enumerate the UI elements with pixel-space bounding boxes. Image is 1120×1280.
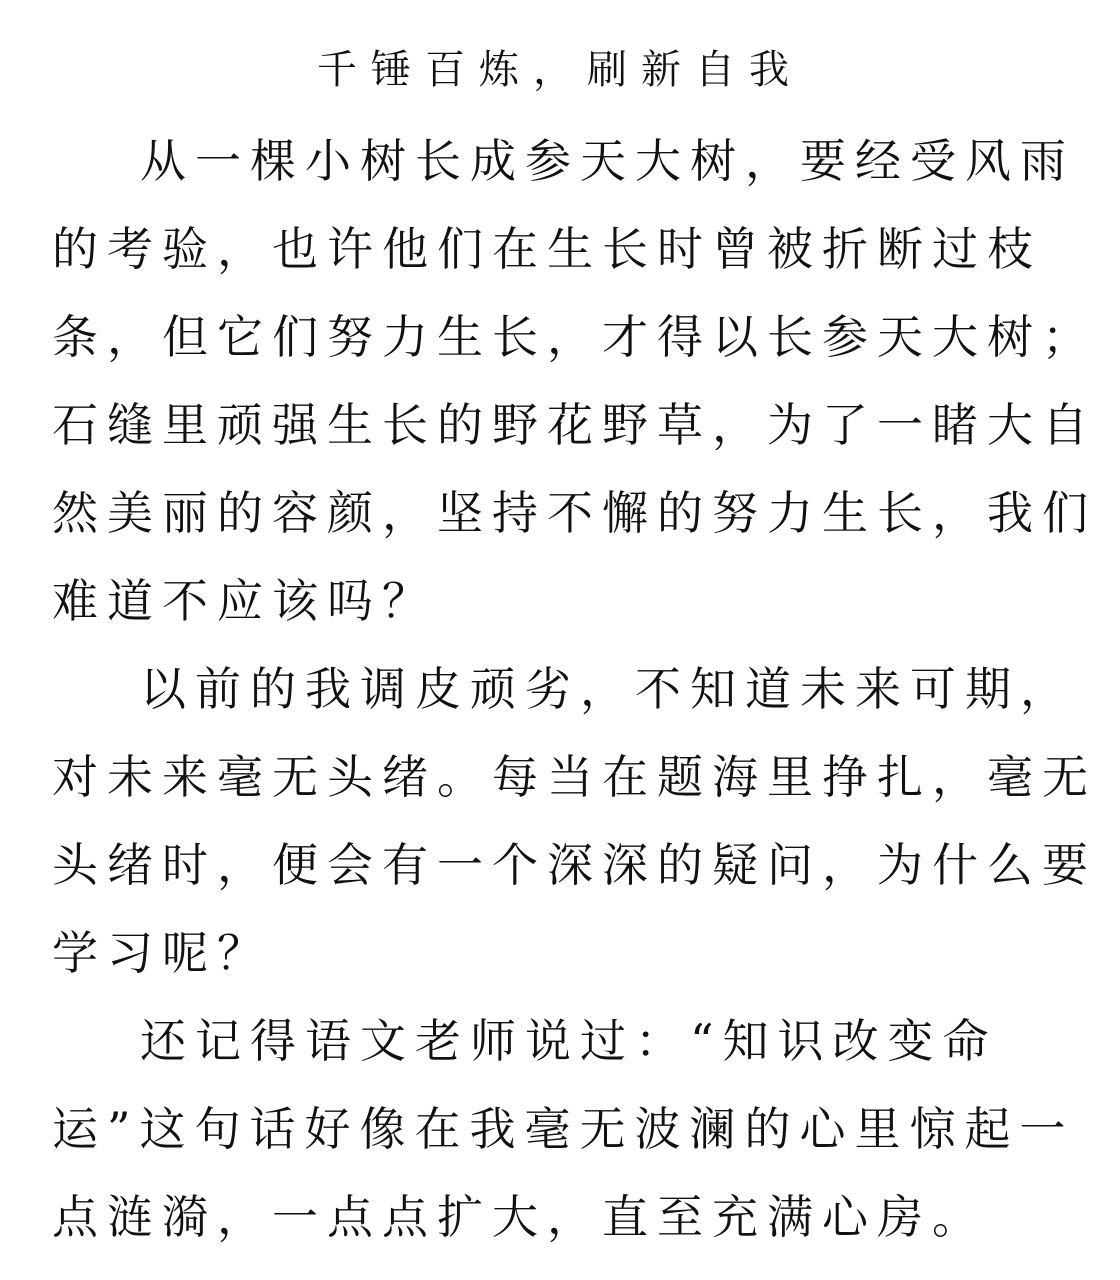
paragraph-1-line-4: 石缝里顽强生长的野花野草，为了一睹大自 <box>52 398 1097 452</box>
paragraph-1-line-2: 的考验，也许他们在生长时曾被折断过枝 <box>52 222 1042 276</box>
paragraph-1-line-5: 然美丽的容颜，坚持不懈的努力生长，我们 <box>52 486 1097 540</box>
paragraph-2-line-2: 对未来毫无头绪。每当在题海里挣扎，毫无 <box>52 750 1097 804</box>
essay-title: 千锤百炼，刷新自我 <box>317 47 803 93</box>
paragraph-2-line-1: 以前的我调皮顽劣，不知道未来可期， <box>140 662 1075 716</box>
paragraph-1-line-3: 条，但它们努力生长，才得以长参天大树； <box>52 310 1097 364</box>
paragraph-1-line-1: 从一棵小树长成参天大树，要经受风雨 <box>140 134 1075 188</box>
paragraph-1-line-6: 难道不应该吗？ <box>52 574 437 628</box>
paragraph-3-line-1: 还记得语文老师说过：“知识改变命 <box>140 1014 998 1068</box>
paragraph-3-line-2: 运”这句话好像在我毫无波澜的心里惊起一 <box>52 1102 1075 1156</box>
paragraph-3-line-3: 点涟漪，一点点扩大，直至充满心房。 <box>52 1190 987 1244</box>
paragraph-2-line-4: 学习呢？ <box>52 926 272 980</box>
paragraph-2-line-3: 头绪时，便会有一个深深的疑问，为什么要 <box>52 838 1097 892</box>
